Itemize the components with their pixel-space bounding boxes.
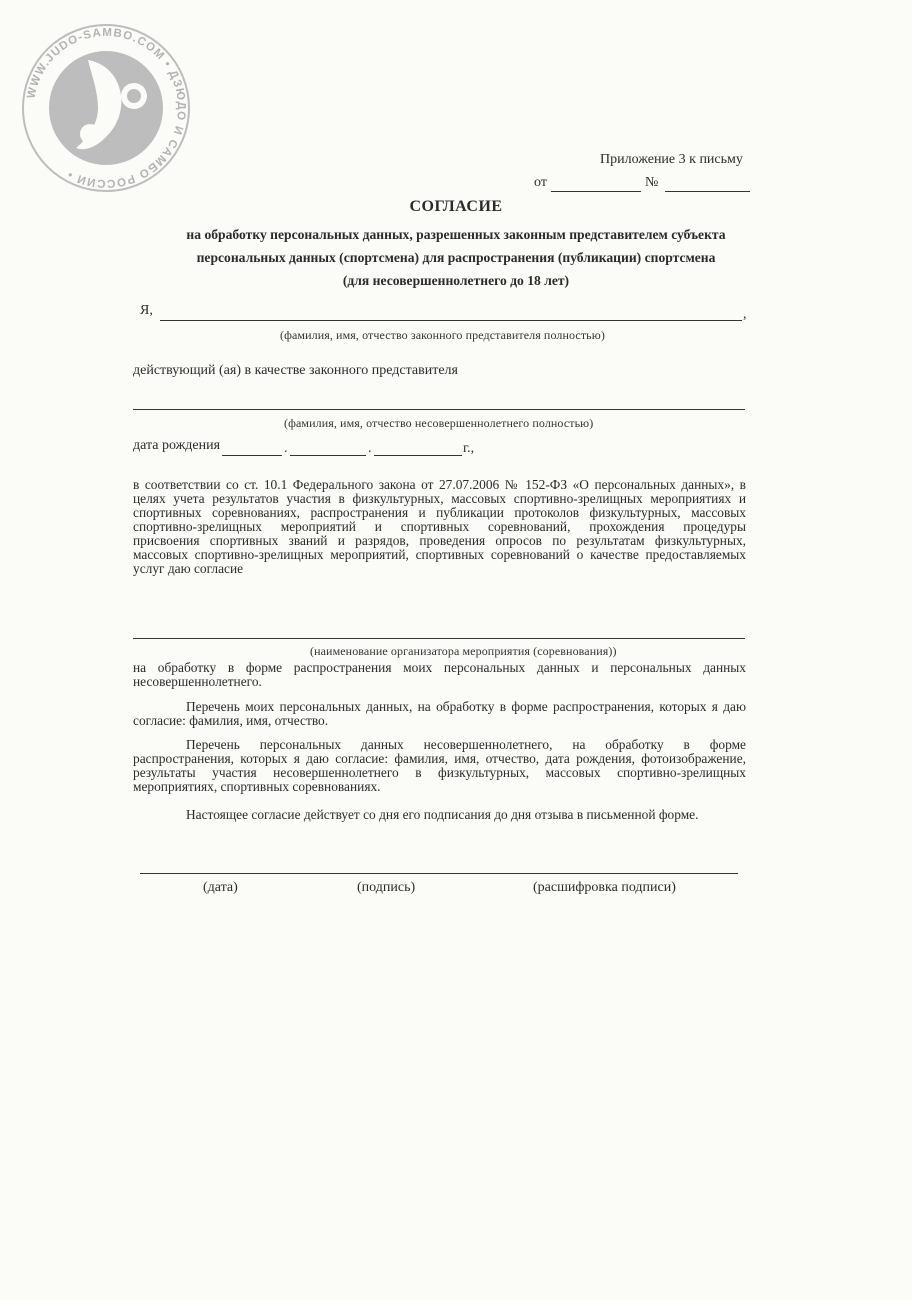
paragraph-line: Перечень моих персональных данных, на обработку в форме распространения, которых я даю <box>186 699 746 714</box>
i-line-comma: , <box>743 307 747 322</box>
paragraph-line: на обработку в форме распространения моих персональных данных и персональных данных <box>133 660 746 675</box>
document-title: СОГЛАСИЕ <box>409 198 503 215</box>
birth-month-line[interactable] <box>290 455 366 456</box>
birth-date-dot-1: . <box>284 441 288 456</box>
letter-number-line[interactable] <box>665 191 750 192</box>
representative-data-list-paragraph <box>133 700 746 728</box>
paragraph-line: результаты участия несовершеннолетнего в физкультурных, массовых спортивно-зрелищных <box>133 765 746 780</box>
judo-sambo-watermark-logo <box>18 20 194 196</box>
birth-date-suffix: г., <box>463 441 475 456</box>
subtitle-line-3: (для несовершеннолетнего до 18 лет) <box>342 273 570 288</box>
paragraph-line: несовершеннолетнего. <box>133 674 262 689</box>
document-subtitle <box>0 223 912 292</box>
signature-sign-caption: (подпись) <box>357 880 416 895</box>
paragraph-line: услуг даю согласие <box>133 561 244 576</box>
validity-paragraph: Настоящее согласие действует со дня его подписания до дня отзыва в письменной форме. <box>186 807 699 822</box>
signature-line[interactable] <box>140 873 738 874</box>
paragraph-line: целях учета результатов участия в физкультурных, массовых спортивно-зрелищных мероприятиях и <box>133 491 746 506</box>
subtitle-line-2: персональных данных (спортсмена) для распространения (публикации) спортсмена <box>196 250 716 265</box>
paragraph-line: мероприятиях, спортивных соревнованиях. <box>133 779 381 794</box>
organizer-name-line[interactable] <box>133 638 745 639</box>
minor-name-line[interactable] <box>133 409 745 410</box>
appendix-reference: Приложение 3 к письму <box>600 152 743 167</box>
processing-form-paragraph <box>133 661 746 689</box>
organizer-caption: (наименование организатора мероприятия (соревнования)) <box>310 644 617 658</box>
birth-date-dot-2: . <box>368 441 372 456</box>
paragraph-line: спортивных соревнованиях, распространения и публикации протоколов физкультурных, массовых <box>133 505 746 520</box>
paragraph-line: согласие: фамилия, имя, отчество. <box>133 713 329 728</box>
signature-date-caption: (дата) <box>203 880 238 895</box>
paragraph-line: в соответствии со ст. 10.1 Федерального закона от 27.07.2006 № 152-ФЗ «О персональных данных», в <box>133 477 746 492</box>
representative-name-caption: (фамилия, имя, отчество законного представителя полностью) <box>280 328 605 342</box>
subtitle-line-1: на обработку персональных данных, разрешенных законным представителем субъекта <box>186 227 726 242</box>
paragraph-line: Перечень персональных данных несовершеннолетнего, на обработку в форме <box>186 737 746 752</box>
date-label: от <box>534 175 547 190</box>
birth-day-line[interactable] <box>222 455 282 456</box>
number-label: № <box>645 175 659 190</box>
birth-date-label: дата рождения <box>133 438 221 453</box>
paragraph-line: распространения, которых я даю согласие: фамилия, имя, отчество, дата рождения, фотоизображение, <box>133 751 746 766</box>
signature-decode-caption: (расшифровка подписи) <box>533 880 676 895</box>
svg-text:WWW.JUDO-SAMBO.COM • ДЗЮДО И С: WWW.JUDO-SAMBO.COM • ДЗЮДО И САМБО РОССИИ • <box>25 26 188 190</box>
paragraph-line: массовых спортивно-зрелищных мероприятий, спортивных соревнований о качестве предоставляемых <box>133 547 746 562</box>
acting-as-representative-text: действующий (ая) в качестве законного представителя <box>133 363 458 378</box>
consent-purpose-paragraph <box>133 478 746 576</box>
minor-name-caption: (фамилия, имя, отчество несовершеннолетнего полностью) <box>284 416 594 430</box>
letter-date-line[interactable] <box>551 191 641 192</box>
representative-name-line[interactable] <box>160 320 742 321</box>
paragraph-line: присвоения спортивных званий и разрядов, проведения опросов по результатам физкультурных, <box>133 533 746 548</box>
paragraph-line: спортивно-зрелищных мероприятий и спортивных соревнований, прохождения процедуры <box>133 519 746 534</box>
minor-data-list-paragraph <box>133 738 746 794</box>
birth-year-line[interactable] <box>374 455 462 456</box>
i-label: Я, <box>140 303 153 318</box>
